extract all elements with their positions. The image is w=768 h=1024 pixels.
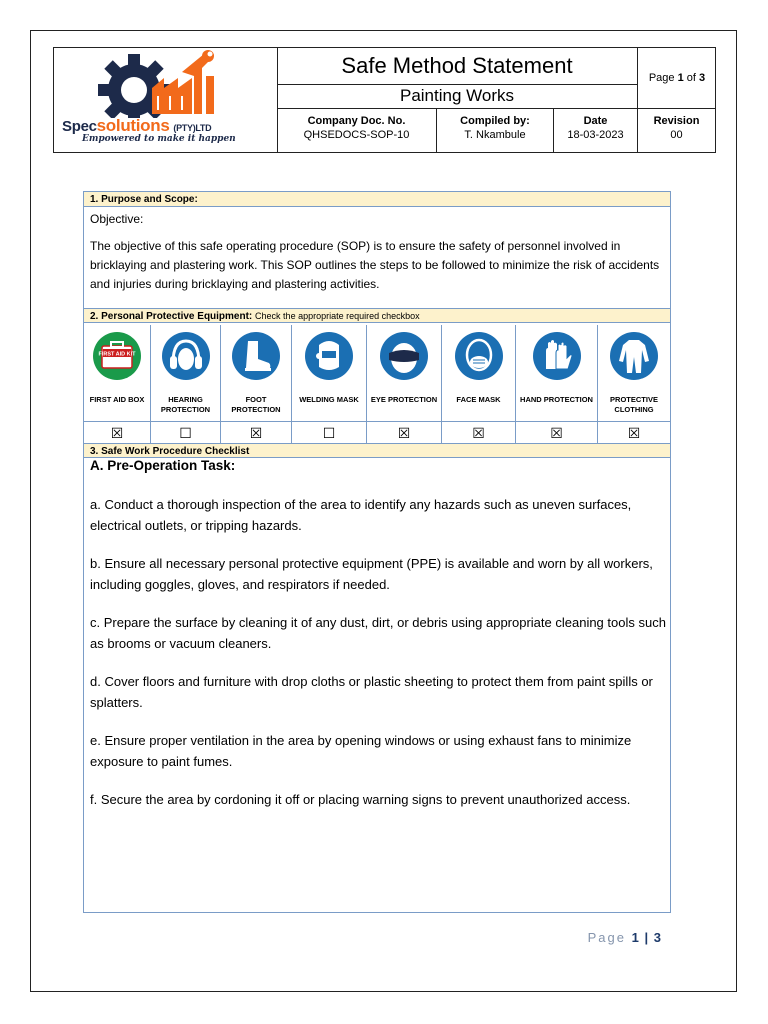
step-c: c. Prepare the surface by cleaning it of any dust, dirt, or debris using appropriate cleaning tools such as brooms or vacuum cleaners. [90, 615, 666, 651]
compiled-by-value: T. Nkambule [464, 129, 526, 141]
section-heading-purpose: 1. Purpose and Scope: [84, 192, 670, 207]
company-tagline: Empowered to make it happen [82, 134, 236, 144]
ppe-label-eye: EYE PROTECTION [370, 395, 438, 404]
ppe-label-hand: HAND PROTECTION [520, 395, 593, 404]
foot-protection-icon [231, 331, 281, 381]
ppe-label-hearing: HEARING PROTECTION [160, 395, 211, 414]
footer-page-total: 3 [653, 930, 661, 945]
hand-protection-icon [532, 331, 582, 381]
purpose-section [90, 210, 662, 302]
ppe-hand [516, 325, 598, 445]
objective-label: Objective: [90, 212, 144, 226]
document-header [53, 47, 716, 153]
sop-content-box [83, 191, 671, 913]
step-b: b. Ensure all necessary personal protective equipment (PPE) is available and worn by all workers, including goggles, gloves, and respirators if needed. [90, 556, 653, 592]
step-e: e. Ensure proper ventilation in the area by opening windows or using exhaust fans to minimize exposure to paint fumes. [90, 733, 632, 769]
footer-page-current: 1 [631, 930, 639, 945]
company-name-prefix: Spec [62, 118, 97, 135]
ppe-checkbox-foot[interactable]: ☒ [221, 421, 291, 444]
face-mask-icon [454, 331, 504, 381]
footer-separator: | [644, 930, 649, 945]
revision-label: Revision [653, 115, 700, 127]
objective-text: The objective of this safe operating procedure (SOP) is to ensure the safety of personnel involved in bricklaying and plastering work. This SOP outlines the steps to be followed to minimize the risk of accidents and injuries during bricklaying and plastering activities. [90, 239, 660, 291]
section-heading-ppe [84, 308, 670, 323]
ppe-checkbox-welding-mask[interactable]: ☐ [292, 421, 366, 444]
ppe-clothing [598, 325, 670, 445]
gear-factory-logo-icon [54, 48, 277, 118]
doc-number-cell [277, 108, 436, 152]
page-total: 3 [699, 72, 706, 84]
welding-mask-icon [304, 331, 354, 381]
first-aid-icon-text: FIRST AID KIT [98, 351, 136, 358]
document-title: Safe Method Statement [277, 48, 637, 85]
ppe-checkbox-hearing[interactable]: ☐ [151, 421, 220, 444]
first-aid-kit-icon [92, 331, 142, 381]
date-label: Date [583, 115, 608, 127]
date-cell [553, 108, 637, 152]
page-of: of [686, 72, 696, 84]
ppe-label-welding-mask: WELDING MASK [299, 395, 359, 404]
procedure-section [90, 455, 668, 827]
ppe-first-aid [84, 325, 151, 445]
date-value: 18-03-2023 [567, 129, 624, 141]
ppe-checkbox-eye[interactable]: ☒ [367, 421, 441, 444]
section-heading-procedure: 3. Safe Work Procedure Checklist [84, 443, 670, 458]
ppe-checkbox-face-mask[interactable]: ☒ [442, 421, 515, 444]
company-logo [54, 48, 278, 152]
page-footer [588, 930, 661, 945]
page-indicator [637, 48, 716, 109]
company-name-suffix: (PTY)LTD [173, 123, 212, 133]
company-name [62, 116, 211, 136]
ppe-welding-mask [292, 325, 367, 445]
pre-operation-heading: A. Pre-Operation Task: [90, 458, 236, 473]
revision-value: 00 [670, 129, 683, 141]
ppe-heading-note: Check the appropriate required checkbox [255, 311, 420, 321]
ppe-grid [84, 325, 670, 445]
doc-number-value: QHSEDOCS-SOP-10 [303, 129, 410, 141]
eye-protection-icon [379, 331, 429, 381]
ppe-checkbox-first-aid[interactable]: ☒ [84, 421, 150, 444]
compiled-by-cell [436, 108, 553, 152]
step-a: a. Conduct a thorough inspection of the area to identify any hazards such as uneven surfaces, electrical outlets, or tripping hazards. [90, 497, 632, 533]
step-f: f. Secure the area by cordoning it off or placing warning signs to prevent unauthorized access. [90, 792, 631, 807]
ppe-checkbox-clothing[interactable]: ☒ [598, 421, 670, 444]
ppe-foot [221, 325, 292, 445]
ppe-checkbox-hand[interactable]: ☒ [516, 421, 597, 444]
page-current: 1 [677, 72, 684, 84]
protective-clothing-icon [609, 331, 659, 381]
ppe-hearing [151, 325, 221, 445]
ppe-heading-text: 2. Personal Protective Equipment: [90, 311, 253, 322]
hearing-protection-icon [161, 331, 211, 381]
compiled-by-label: Compiled by: [460, 115, 530, 127]
ppe-label-clothing: PROTECTIVE CLOTHING [610, 395, 658, 414]
ppe-label-face-mask: FACE MASK [456, 395, 501, 404]
ppe-eye [367, 325, 442, 445]
revision-cell [637, 108, 715, 152]
doc-number-label: Company Doc. No. [307, 115, 406, 127]
ppe-face-mask [442, 325, 516, 445]
step-d: d. Cover floors and furniture with drop cloths or plastic sheeting to protect them from paint spills or splatters. [90, 674, 653, 710]
ppe-label-foot: FOOT PROTECTION [231, 395, 281, 414]
ppe-label-first-aid: FIRST AID BOX [89, 395, 145, 404]
document-subtitle: Painting Works [277, 84, 637, 109]
company-name-highlight: solutions [96, 116, 170, 135]
footer-page-word: Page [587, 930, 627, 945]
page-label: Page [648, 72, 675, 84]
